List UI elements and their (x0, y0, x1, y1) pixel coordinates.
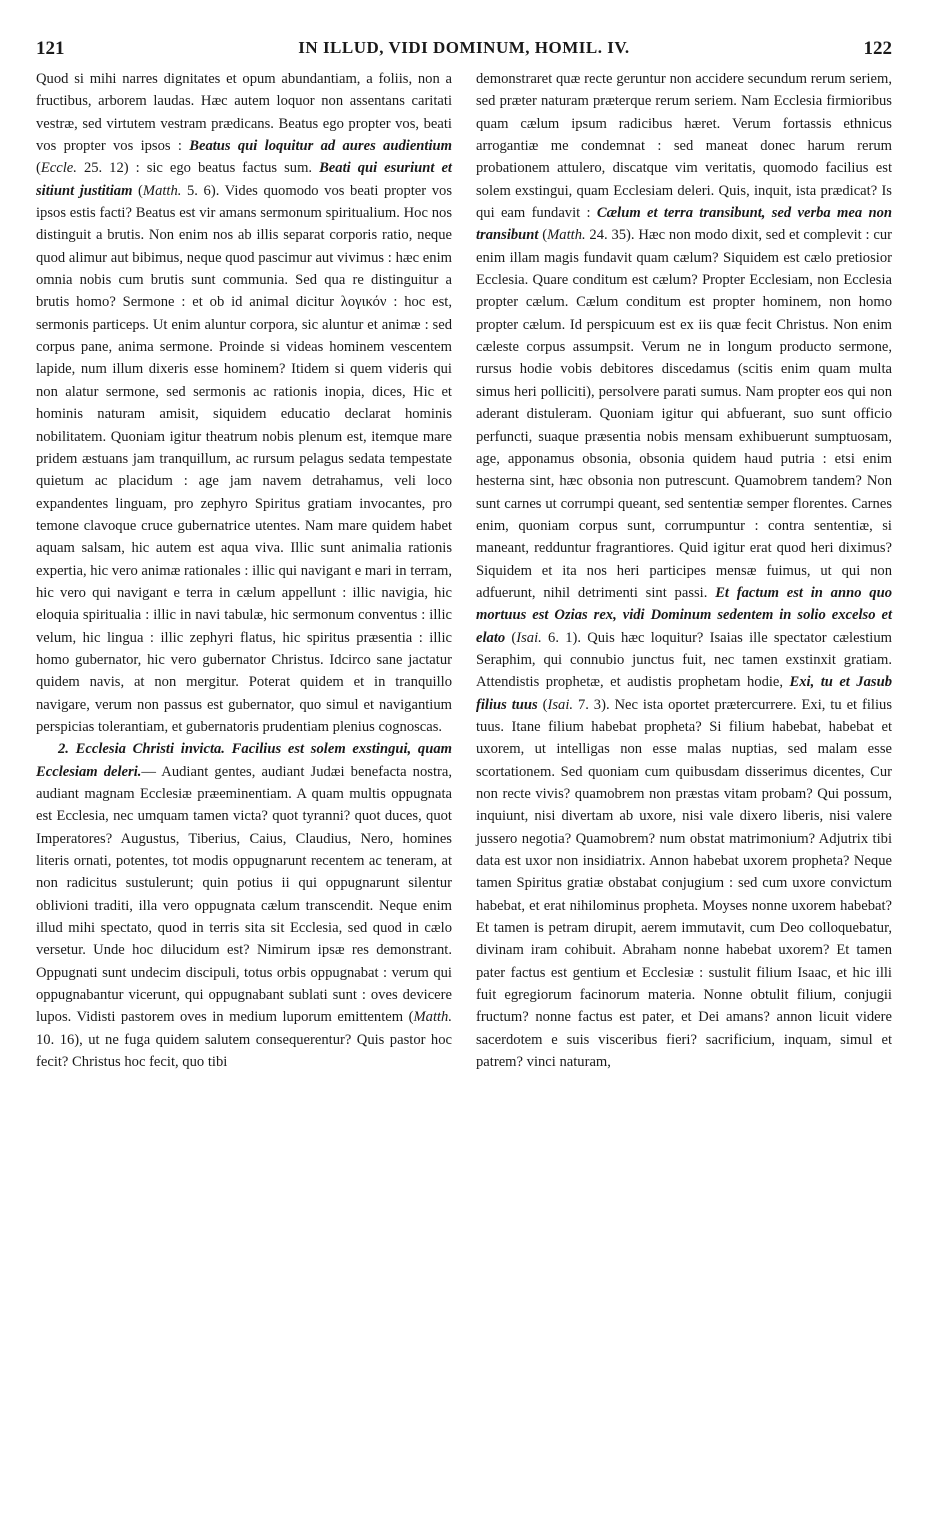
left-paragraph-1 (36, 68, 452, 738)
scripture-reference: Isai. (516, 629, 542, 646)
text-run: ( (537, 696, 548, 713)
text-run: demonstraret quæ recte geruntur non accidere secundum rerum seriem, sed præter naturam præterque rerum seriem. Nam Ecclesia firmioribus quam cælum ipsum radicibus hæret. Verum fortassis ethnicus arrogantiæ me condemnat : sed maneat donec harum rerum probationem attulero, discatque vim veritatis, quomodo facilius est solem exstingui, quam Ecclesiam deleri. Quis, inquit, ista prædicat? Is qui eam fundavit : (476, 71, 892, 222)
text-run: 25. 12) : sic ego beatus factus sum. (76, 160, 320, 177)
running-title: IN ILLUD, VIDI DOMINUM, HOMIL. IV. (298, 38, 630, 57)
right-paragraph-1 (476, 68, 892, 1073)
scripture-quote: Cælum et terra transibunt, sed verba mea non transibunt (476, 205, 892, 244)
left-paragraph-2 (36, 738, 452, 1073)
scripture-quote: Beati qui esuriunt et sitiunt justitiam (36, 160, 452, 199)
left-column-number: 121 (36, 38, 65, 59)
text-run: 24. 35). Hæc non modo dixit, sed et complevit : cur enim illam magis fundavit quam cælum? Siquidem est cælo pretiosior Ecclesia. Quare conditum est cælum? Propter Ecclesiam, non Ecclesia propter cælum. Cælum conditum est propter hominem, non homo propter cælum. Id perspicuum est ex iis quæ fecit Christus. Non enim cæleste corpus assumpsit. Verum ne in longum producto sermone, rursus hodie vobis debitores discedamus (scitis enim quam multa simus heri polliciti), persolvere parati sumus. Nam propter eos qui non aderant distuleram. Quoniam igitur qui abfuerant, suo sunt officio perfuncti, suaque præsentia nobis mensam exhibuerunt sumptuosam, age, apponamus obsonia, obsonia quidem haud putria : etsi enim hesterna sint, hæc obsonia non putrescunt. Quamobrem tandem? Non sunt carnes ut corrumpi queant, sed sententiæ semper florentes. Carnes enim, quoniam corpus sunt, corrumpuntur : contra sententiæ, si maneant, redduntur fragrantiores. Quid igitur erat quod heri diximus? Siquidem et ita nos heri participes mensæ fuimus, ut qui non adfuerunt, nihil detrimenti sint passi. (476, 227, 892, 601)
text-run: 10. 16), ut ne fuga quidem salutem consequerentur? Quis pastor hoc fecit? Christus hoc fecit, quo tibi (36, 1031, 452, 1071)
text-run: ( (505, 629, 517, 646)
text-run: ( (538, 227, 548, 244)
right-column-number: 122 (863, 38, 892, 59)
page-header (36, 38, 892, 68)
text-run: — Audiant gentes, audiant Judæi benefacta nostra, audiant magnam Ecclesiæ præeminentiam. A quam multis oppugnata est Ecclesia, nec umquam tamen victa? quot tyranni? quot duces, quot Imperatores? Augustus, Tiberius, Caius, Claudius, Nero, homines literis ornati, potentes, tot modis oppugnarunt recentem ac teneram, at non radicitus sustulerunt; quin potius ii qui oppugnarunt silentur oblivioni traditi, illa vero oppugnata cælum transcendit. Neque enim illud mihi spectato, quod in terris sita sit Ecclesia, sed quod in cælo versetur. Unde hoc dilucidum est? Nimirum ipsæ res demonstrant. Oppugnati sunt undecim discipuli, totus orbis oppugnabat : verum qui oppugnabantur vicerunt, qui oppugnabant sublati sunt : oves devicere lupos. Vidisti pastorem oves in medium luporum emittentem ( (36, 763, 452, 1026)
right-text-column (476, 68, 892, 1073)
text-run: ( (36, 160, 41, 177)
text-run: 6. 1). Quis hæc loquitur? Isaias ille spectator cælestium Seraphim, qui connubio junctus fuit, nec tamen exstinxit gratiam. Attendistis prophetæ, et audistis prophetam hodie, (476, 629, 892, 691)
scripture-reference: Matth. (142, 182, 182, 199)
text-run: 7. 3). Nec ista oportet prætercurrere. Exi, tu et filius tuus. Itane filium habebat propheta? Si filium habebat, habebat et uxorem, ut intelligas non esse malas nuptias, sed malam esse scortationem. Sed quoniam cum quibusdam disserimus dicentes, Cur non recte vivis? quamobrem non præstas vitam probam? Qui possum, inquiunt, nisi divertam ab uxore, nisi vale dixero liberis, nisi valere jussero negotia? Quamobrem? num obstat matrimonium? Adjutrix tibi data est uxor non insidiatrix. Annon habebat uxorem propheta? Neque tamen Spiritus gratiæ obstabat conjugium : sed cum uxore convictum habebat, et erat nihilominus propheta. Moyses nonne uxorem habebat? Et tamen is petram dirupit, aerem immutavit, cum Deo colloquebatur, divinam iram cohibuit. Abraham nonne habebat uxorem? Et tamen pater factus est gentium et Ecclesiæ : sustulit filium Isaac, et hic illi fuit egregiorum facinorum materia. Nonne obtulit filium, conjugii fructum? nonne factus est pater, et Dei amans? annon licuit videre sacerdotem e suis visceribus fieri? sacrificium, inquam, simul et patrem? vinci naturam, (476, 696, 893, 1071)
text-run: ( (132, 182, 143, 199)
left-text-column (36, 68, 452, 1073)
scripture-reference: Eccle. (40, 160, 77, 177)
text-run: 5. 6). Vides quomodo vos beati propter vos ipsos estis facti? Beatus est vir amans sermonum spiritualium. Hoc nos distinguit a brutis. Non enim nos ab illis separat corporis ratio, neque quod alimur aut bibimus, neque quod pascimur aut vivimus : hæc enim omnia nobis cum brutis sunt communia. Sed qua re distinguitur a brutis homo? Sermone : et ob id animal dicitur λογικόν : hoc est, sermonis particeps. Ut enim aluntur corpora, sic aluntur et animæ : sed corpus pane, anima sermone. Proinde si videas hominem vescentem lapide, num illum dixeris esse hominem? Itidem si quem videris qui non alatur sermone, sed sermonis ac rationis inopia, dices, Hic et hominis naturam amisit, siquidem educatio declarat hominis nobilitatem. Quoniam igitur theatrum nobis plenum est, itemque mare pridem æstuans jam tranquillum, ac rursum pelagus sedata tempestate quietum ac placidum : age jam navem detrahamus, veli loco expandentes linguam, pro zephyro Spiritus gratiam invocantes, pro temone clavoque cruce gubernatrice utentes. Nam mare quidem habet aquam salsam, hic autem est aqua viva. Illic sunt animalia rationis expertia, hic vero animæ rationales : illic qui navigant e mari in terram, hic vero qui navigant e terra in cælum appellunt : illic navigia, hic eloquia spiritualia : illic in navi tabulæ, hic sermonum conventus : illic velum, hic lingua : illic zephyri flatus, hic spiritus præsentia : illic homo gubernator, hic vero gubernator Christus. Idcirco sane jactatur quidem navis, at non mergitur. Poterat quidem et in tranquillo navigare, verum non passus est gubernator, quo simul et navigantium perspicias tolerantiam, et gubernatoris prudentiam plenius cognoscas. (36, 182, 452, 735)
scripture-quote: Exi, tu et Jasub filius tuus (476, 674, 892, 713)
section-heading: 2. Ecclesia Christi invicta. Facilius est solem exstingui, quam Ecclesiam deleri. (36, 741, 452, 780)
scripture-quote: Et factum est in anno quo mortuus est Ozias rex, vidi Dominum sedentem in solio excelso et elato (476, 584, 893, 646)
scripture-reference: Matth. (413, 1009, 452, 1026)
scripture-quote: Beatus qui loquitur ad aures audientium (189, 138, 452, 155)
scripture-reference: Isai. (547, 696, 574, 713)
text-run: Quod si mihi narres dignitates et opum abundantiam, a foliis, non a fructibus, arborem laudas. Hæc autem loquor non assentans caritati vestræ, sed virtutem vestram prædicans. Beatus ego propter vos, beati vos propter vos ipsos : (36, 71, 452, 155)
scripture-reference: Matth. (547, 227, 586, 244)
